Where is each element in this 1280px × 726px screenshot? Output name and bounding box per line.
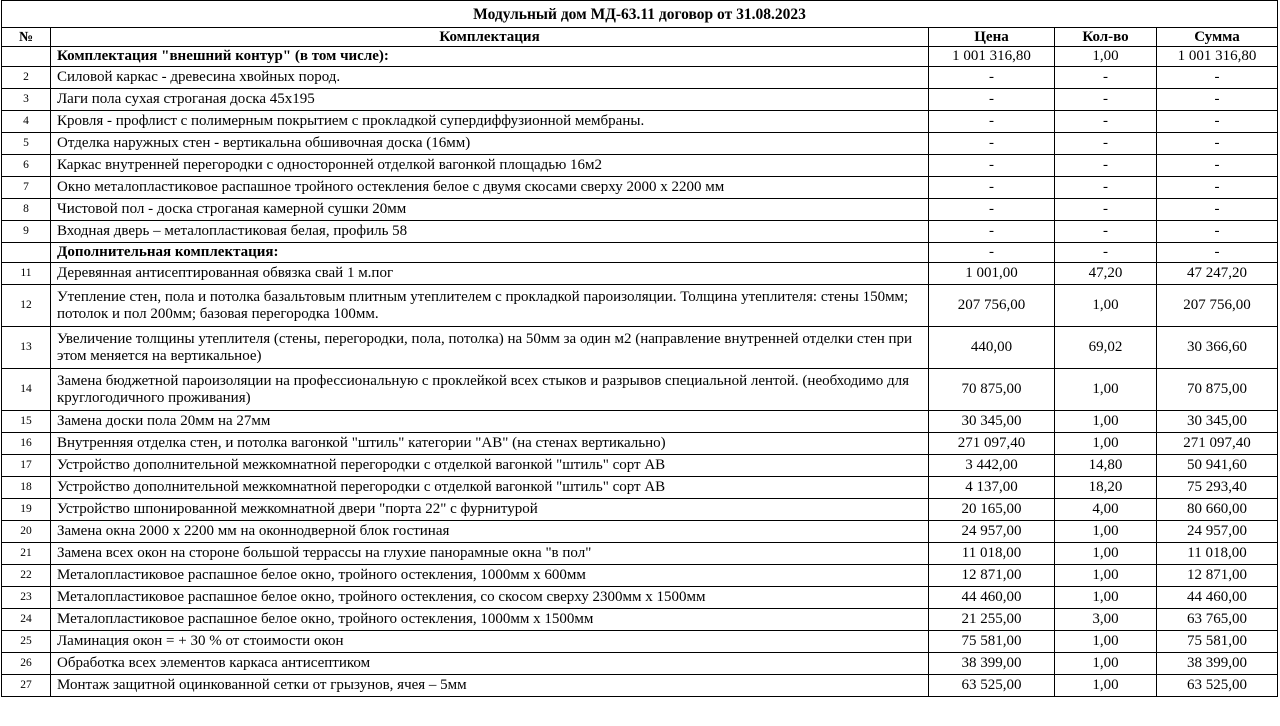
table-row	[2, 565, 1278, 587]
row-number: 26	[2, 653, 51, 675]
row-sum: 38 399,00	[1157, 653, 1278, 675]
row-price: 207 756,00	[929, 285, 1055, 327]
table-row	[2, 609, 1278, 631]
row-description: Деревянная антисептированная обвязка свай 1 м.пог	[51, 263, 929, 285]
row-number	[2, 243, 51, 263]
row-sum: 271 097,40	[1157, 433, 1278, 455]
col-header-qty: Кол-во	[1055, 28, 1157, 47]
row-price: -	[929, 243, 1055, 263]
row-quantity: -	[1055, 133, 1157, 155]
table-row	[2, 67, 1278, 89]
row-number: 24	[2, 609, 51, 631]
row-quantity: 1,00	[1055, 433, 1157, 455]
table-row	[2, 89, 1278, 111]
row-price: -	[929, 67, 1055, 89]
row-description: Замена бюджетной пароизоляции на профессиональную с проклейкой всех стыков и разрывов специальной лентой. (необходимо для круглогодичного проживания)	[51, 369, 929, 411]
col-header-item: Комплектация	[51, 28, 929, 47]
row-quantity: 18,20	[1055, 477, 1157, 499]
table-row	[2, 133, 1278, 155]
table-row	[2, 221, 1278, 243]
row-sum: -	[1157, 89, 1278, 111]
row-price: 20 165,00	[929, 499, 1055, 521]
col-header-price: Цена	[929, 28, 1055, 47]
table-row	[2, 155, 1278, 177]
row-price: -	[929, 89, 1055, 111]
table-row	[2, 327, 1278, 369]
row-quantity: 1,00	[1055, 653, 1157, 675]
row-sum: 30 345,00	[1157, 411, 1278, 433]
table-row	[2, 177, 1278, 199]
row-number: 25	[2, 631, 51, 653]
row-number: 27	[2, 675, 51, 697]
row-sum: -	[1157, 67, 1278, 89]
table-row	[2, 369, 1278, 411]
table-row	[2, 47, 1278, 67]
row-quantity: 1,00	[1055, 631, 1157, 653]
row-sum: -	[1157, 221, 1278, 243]
row-sum: 11 018,00	[1157, 543, 1278, 565]
row-number: 12	[2, 285, 51, 327]
row-description: Устройство дополнительной межкомнатной перегородки с отделкой вагонкой "штиль" сорт АВ	[51, 455, 929, 477]
row-sum: 75 581,00	[1157, 631, 1278, 653]
row-price: 63 525,00	[929, 675, 1055, 697]
row-sum: 80 660,00	[1157, 499, 1278, 521]
row-sum: 12 871,00	[1157, 565, 1278, 587]
row-sum: 1 001 316,80	[1157, 47, 1278, 67]
row-price: 44 460,00	[929, 587, 1055, 609]
table-row	[2, 675, 1278, 697]
col-header-sum: Сумма	[1157, 28, 1278, 47]
row-quantity: 1,00	[1055, 285, 1157, 327]
row-quantity: 1,00	[1055, 369, 1157, 411]
row-number: 4	[2, 111, 51, 133]
row-quantity: 1,00	[1055, 411, 1157, 433]
row-price: 1 001,00	[929, 263, 1055, 285]
row-price: 440,00	[929, 327, 1055, 369]
row-number: 23	[2, 587, 51, 609]
row-price: 38 399,00	[929, 653, 1055, 675]
row-price: 75 581,00	[929, 631, 1055, 653]
row-number: 14	[2, 369, 51, 411]
table-row	[2, 263, 1278, 285]
row-price: -	[929, 221, 1055, 243]
row-price: 4 137,00	[929, 477, 1055, 499]
row-description: Силовой каркас - древесина хвойных пород.	[51, 67, 929, 89]
row-description: Замена окна 2000 х 2200 мм на оконнодверной блок гостиная	[51, 521, 929, 543]
table-row	[2, 521, 1278, 543]
row-number: 6	[2, 155, 51, 177]
row-quantity: -	[1055, 177, 1157, 199]
row-description: Устройство дополнительной межкомнатной перегородки с отделкой вагонкой "штиль" сорт АВ	[51, 477, 929, 499]
row-sum: -	[1157, 133, 1278, 155]
row-quantity: -	[1055, 111, 1157, 133]
table-row	[2, 653, 1278, 675]
row-description: Входная дверь – металопластиковая белая, профиль 58	[51, 221, 929, 243]
row-price: 271 097,40	[929, 433, 1055, 455]
row-number	[2, 47, 51, 67]
row-number: 3	[2, 89, 51, 111]
row-description: Отделка наружных стен - вертикальна обшивочная доска (16мм)	[51, 133, 929, 155]
row-price: 30 345,00	[929, 411, 1055, 433]
row-price: -	[929, 133, 1055, 155]
row-number: 13	[2, 327, 51, 369]
row-number: 18	[2, 477, 51, 499]
row-description: Металопластиковое распашное белое окно, тройного остекления, со скосом сверху 2300мм х 1500мм	[51, 587, 929, 609]
row-sum: 47 247,20	[1157, 263, 1278, 285]
row-sum: 50 941,60	[1157, 455, 1278, 477]
row-sum: -	[1157, 243, 1278, 263]
header-row	[2, 28, 1278, 47]
table-row	[2, 543, 1278, 565]
row-description: Металопластиковое распашное белое окно, тройного остекления, 1000мм х 600мм	[51, 565, 929, 587]
table-row	[2, 587, 1278, 609]
row-sum: 44 460,00	[1157, 587, 1278, 609]
row-price: 12 871,00	[929, 565, 1055, 587]
row-description: Утепление стен, пола и потолка базальтовым плитным утеплителем с прокладкой пароизоляции. Толщина утеплителя: стены 150мм; потолок и пол 200мм; базовая перегородка 100мм.	[51, 285, 929, 327]
row-quantity: 47,20	[1055, 263, 1157, 285]
row-quantity: 1,00	[1055, 565, 1157, 587]
row-number: 9	[2, 221, 51, 243]
row-description: Кровля - профлист с полимерным покрытием с прокладкой супердиффузионной мембраны.	[51, 111, 929, 133]
row-description: Каркас внутренней перегородки с односторонней отделкой вагонкой площадью 16м2	[51, 155, 929, 177]
table-row	[2, 433, 1278, 455]
row-number: 11	[2, 263, 51, 285]
table-row	[2, 199, 1278, 221]
row-quantity: 1,00	[1055, 543, 1157, 565]
row-quantity: 4,00	[1055, 499, 1157, 521]
row-description: Окно металопластиковое распашное тройного остекления белое с двумя скосами сверху 2000 х 2200 мм	[51, 177, 929, 199]
row-sum: -	[1157, 199, 1278, 221]
row-sum: -	[1157, 177, 1278, 199]
row-quantity: 1,00	[1055, 675, 1157, 697]
row-description: Монтаж защитной оцинкованной сетки от грызунов, ячея – 5мм	[51, 675, 929, 697]
row-quantity: 1,00	[1055, 587, 1157, 609]
row-number: 16	[2, 433, 51, 455]
row-price: -	[929, 111, 1055, 133]
table-title: Модульный дом МД-63.11 договор от 31.08.2023	[2, 1, 1278, 28]
row-description: Устройство шпонированной межкомнатной двери "порта 22" с фурнитурой	[51, 499, 929, 521]
contract-table	[1, 0, 1278, 697]
row-quantity: 69,02	[1055, 327, 1157, 369]
row-price: 21 255,00	[929, 609, 1055, 631]
row-description: Внутренняя отделка стен, и потолка вагонкой "штиль" категории "АВ" (на стенах вертикально)	[51, 433, 929, 455]
row-description: Дополнительная комплектация:	[51, 243, 929, 263]
row-quantity: -	[1055, 67, 1157, 89]
row-number: 8	[2, 199, 51, 221]
row-price: 1 001 316,80	[929, 47, 1055, 67]
row-description: Замена всех окон на стороне большой террассы на глухие панорамные окна "в пол"	[51, 543, 929, 565]
row-description: Чистовой пол - доска строганая камерной сушки 20мм	[51, 199, 929, 221]
row-quantity: -	[1055, 221, 1157, 243]
row-sum: 70 875,00	[1157, 369, 1278, 411]
row-sum: 75 293,40	[1157, 477, 1278, 499]
table-row	[2, 411, 1278, 433]
row-number: 2	[2, 67, 51, 89]
row-sum: 30 366,60	[1157, 327, 1278, 369]
table-row	[2, 243, 1278, 263]
row-price: 24 957,00	[929, 521, 1055, 543]
row-description: Увеличение толщины утеплителя (стены, перегородки, пола, потолка) на 50мм за один м2 (направление внутренней отделки стен при этом меняется на вертикальное)	[51, 327, 929, 369]
row-sum: -	[1157, 111, 1278, 133]
col-header-num: №	[2, 28, 51, 47]
row-sum: 63 525,00	[1157, 675, 1278, 697]
row-price: 70 875,00	[929, 369, 1055, 411]
row-price: -	[929, 177, 1055, 199]
row-description: Ламинация окон = + 30 % от стоимости окон	[51, 631, 929, 653]
row-quantity: 1,00	[1055, 47, 1157, 67]
row-quantity: -	[1055, 89, 1157, 111]
table-row	[2, 285, 1278, 327]
row-price: -	[929, 155, 1055, 177]
row-number: 21	[2, 543, 51, 565]
row-quantity: -	[1055, 199, 1157, 221]
row-number: 20	[2, 521, 51, 543]
row-number: 7	[2, 177, 51, 199]
row-number: 22	[2, 565, 51, 587]
row-quantity: 3,00	[1055, 609, 1157, 631]
row-price: 11 018,00	[929, 543, 1055, 565]
row-quantity: 1,00	[1055, 521, 1157, 543]
row-sum: 24 957,00	[1157, 521, 1278, 543]
row-sum: 207 756,00	[1157, 285, 1278, 327]
row-description: Обработка всех элементов каркаса антисептиком	[51, 653, 929, 675]
row-sum: -	[1157, 155, 1278, 177]
row-quantity: 14,80	[1055, 455, 1157, 477]
row-description: Комплектация "внешний контур" (в том числе):	[51, 47, 929, 67]
row-quantity: -	[1055, 243, 1157, 263]
row-price: 3 442,00	[929, 455, 1055, 477]
row-price: -	[929, 199, 1055, 221]
row-number: 5	[2, 133, 51, 155]
table-row	[2, 111, 1278, 133]
row-number: 15	[2, 411, 51, 433]
table-row	[2, 477, 1278, 499]
row-number: 17	[2, 455, 51, 477]
row-quantity: -	[1055, 155, 1157, 177]
row-description: Замена доски пола 20мм на 27мм	[51, 411, 929, 433]
row-sum: 63 765,00	[1157, 609, 1278, 631]
row-description: Металопластиковое распашное белое окно, тройного остекления, 1000мм х 1500мм	[51, 609, 929, 631]
table-row	[2, 455, 1278, 477]
row-description: Лаги пола сухая строганая доска 45х195	[51, 89, 929, 111]
table-row	[2, 499, 1278, 521]
row-number: 19	[2, 499, 51, 521]
table-row	[2, 631, 1278, 653]
